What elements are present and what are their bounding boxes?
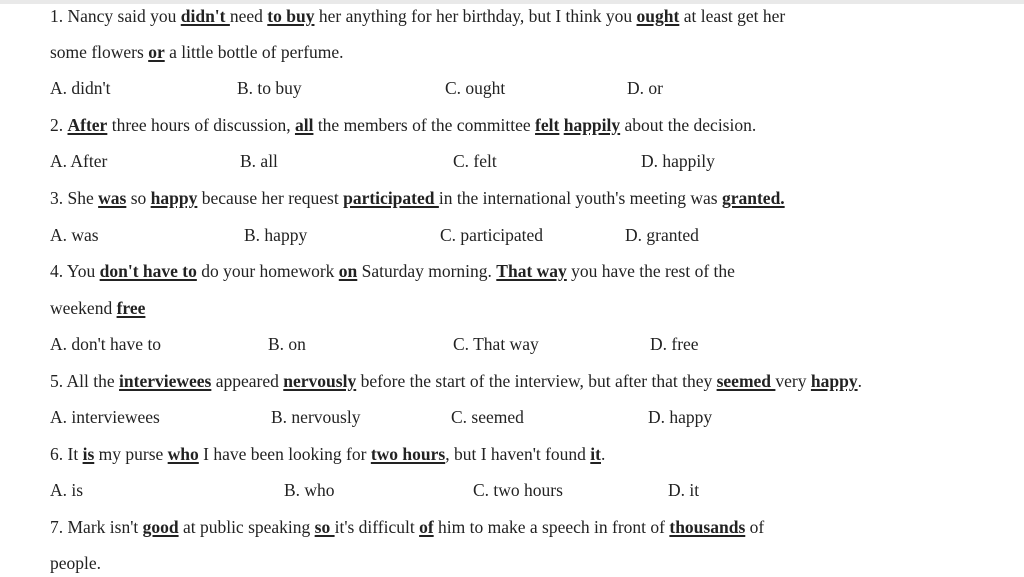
top-edge [0,0,1024,4]
question-4-option-b[interactable]: B. on [268,334,306,354]
sentence-text: 2. [50,115,68,135]
question-4-option-d[interactable]: D. free [650,334,699,354]
sentence-text: 3. She [50,188,99,208]
underlined-word: was [98,188,127,208]
question-5-option-c[interactable]: C. seemed [451,407,524,427]
underlined-word: is [82,444,95,464]
question-4-line-2 [50,297,145,319]
question-6-option-c[interactable]: C. two hours [473,480,563,500]
underlined-word: granted. [721,188,785,208]
question-5-option-a[interactable]: A. interviewees [50,407,160,427]
underlined-word: happy [810,371,858,391]
question-4-line-1 [50,260,735,282]
underlined-word: free [116,298,146,318]
question-2-option-d[interactable]: D. happily [641,151,715,171]
sentence-text: it's difficult [334,517,420,537]
underlined-word: didn't [180,6,230,26]
sentence-text: because her request [197,188,344,208]
underlined-word: of [419,517,434,537]
sentence-text: the members of the committee [313,115,536,135]
question-2-option-b[interactable]: B. all [240,151,278,171]
underlined-word: That way [496,261,567,281]
sentence-text: so [126,188,151,208]
question-2-option-c[interactable]: C. felt [453,151,497,171]
underlined-word: on [338,261,358,281]
sentence-text: people. [50,553,102,573]
sentence-text: my purse [94,444,168,464]
underlined-word: thousands [669,517,746,537]
underlined-word: or [148,42,165,62]
question-1-option-b[interactable]: B. to buy [237,78,302,98]
question-6-option-b[interactable]: B. who [284,480,335,500]
sentence-text: 4. You [50,261,100,281]
question-7-line-2 [50,552,101,574]
underlined-word: nervously [283,371,357,391]
underlined-word: happy [150,188,198,208]
question-4-option-c[interactable]: C. That way [453,334,539,354]
question-3-option-a[interactable]: A. was [50,225,99,245]
sentence-text: 5. All the [50,371,120,391]
underlined-word: seemed [716,371,776,391]
question-6-option-a[interactable]: A. is [50,480,84,500]
question-1-option-a[interactable]: A. didn't [50,78,111,98]
sentence-text: . [601,444,606,464]
underlined-word: After [67,115,108,135]
sentence-text: three hours of discussion, [107,115,295,135]
sentence-text: 1. Nancy said you [50,6,181,26]
sentence-text: of [745,517,765,537]
sentence-text: I have been looking for [198,444,371,464]
underlined-word: don't have to [99,261,197,281]
underlined-word: felt [535,115,560,135]
question-5-line-1 [50,370,862,392]
sentence-text: 6. It [50,444,83,464]
underlined-word: good [142,517,179,537]
question-1-option-d[interactable]: D. or [627,78,663,98]
sentence-text: need [229,6,268,26]
question-6-option-d[interactable]: D. it [668,480,700,500]
underlined-word: who [167,444,199,464]
question-5-option-b[interactable]: B. nervously [271,407,361,427]
question-2-line-1 [50,114,756,136]
sentence-text: some flowers [50,42,149,62]
sentence-text: Saturday morning. [357,261,497,281]
question-3-option-b[interactable]: B. happy [244,225,308,245]
sentence-text: . [857,371,862,391]
sentence-text: at least get her [679,6,786,26]
sentence-text: before the start of the interview, but after that they [356,371,717,391]
underlined-word: ought [636,6,680,26]
question-7-line-1 [50,516,764,538]
underlined-word: interviewees [119,371,212,391]
question-6-line-1 [50,443,605,465]
sentence-text: a little bottle of perfume. [164,42,344,62]
question-1-line-2 [50,41,344,63]
sentence-text: you have the rest of the [566,261,735,281]
question-1-option-c[interactable]: C. ought [445,78,506,98]
sentence-text: her anything for her birthday, but I think you [314,6,637,26]
underlined-word: happily [563,115,621,135]
sentence-text: , but I haven't found [445,444,591,464]
sentence-text: in the international youth's meeting was [438,188,722,208]
underlined-word: so [314,517,335,537]
sentence-text: do your homework [196,261,339,281]
sentence-text: weekend [50,298,117,318]
sentence-text: very [775,371,811,391]
question-3-option-d[interactable]: D. granted [625,225,699,245]
underlined-word: participated [343,188,439,208]
question-4-option-a[interactable]: A. don't have to [50,334,162,354]
sentence-text: at public speaking [178,517,315,537]
underlined-word: two hours [370,444,446,464]
underlined-word: it [590,444,601,464]
sentence-text: 7. Mark isn't [50,517,143,537]
underlined-word: to buy [267,6,315,26]
question-3-line-1 [50,187,785,209]
question-1-line-1 [50,5,785,27]
question-3-option-c[interactable]: C. participated [440,225,544,245]
question-2-option-a[interactable]: A. After [50,151,108,171]
sentence-text: appeared [211,371,284,391]
question-5-option-d[interactable]: D. happy [648,407,713,427]
sentence-text: about the decision. [620,115,757,135]
underlined-word: all [294,115,314,135]
sentence-text: him to make a speech in front of [433,517,670,537]
